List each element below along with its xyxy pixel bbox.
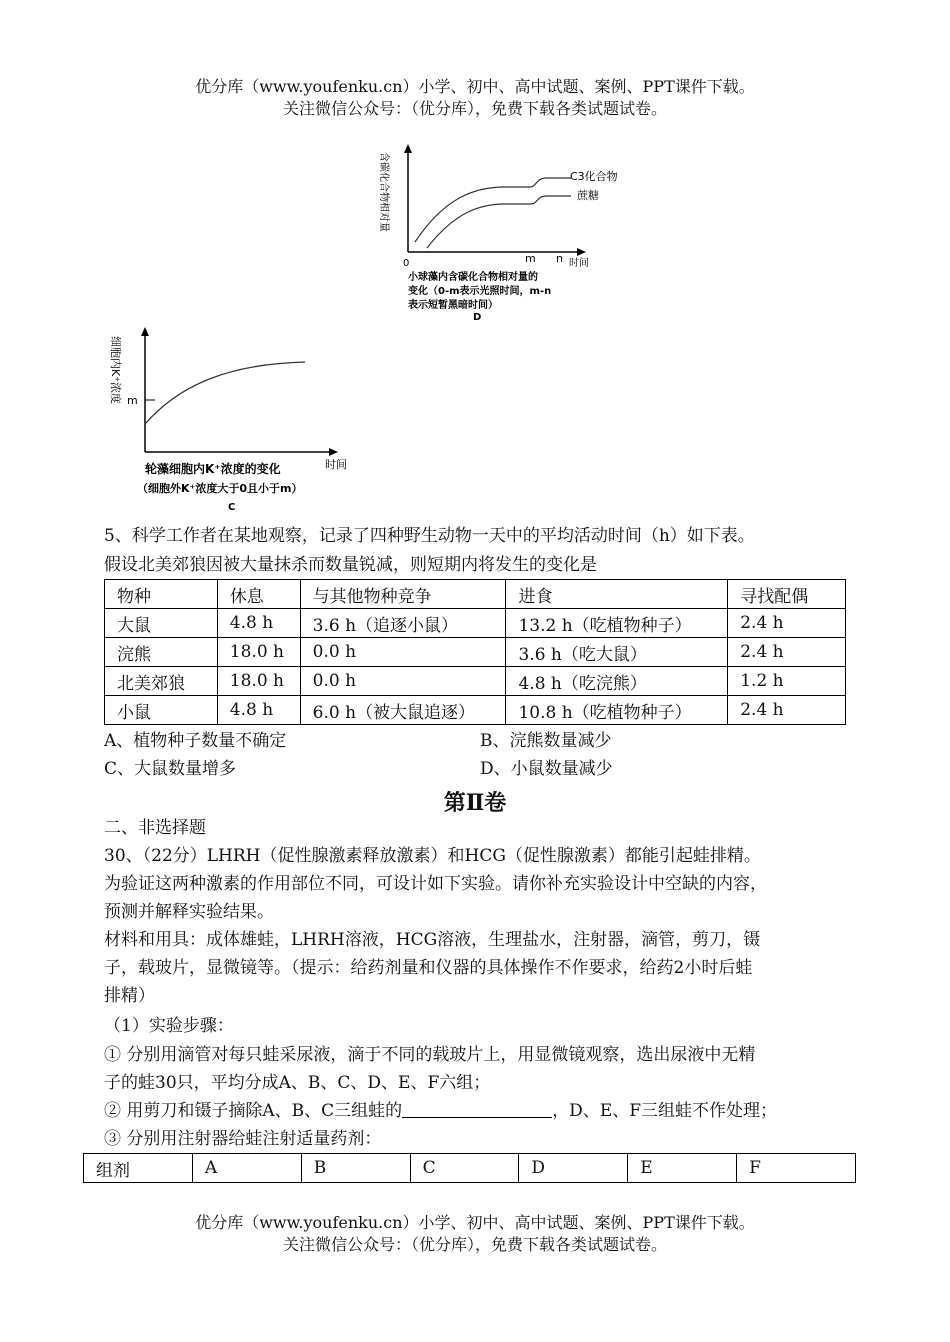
table-cell: 3.6 h（吃大鼠） bbox=[506, 638, 728, 667]
part2-title: 第Ⅱ卷 bbox=[443, 790, 507, 816]
section-heading: 二、非选择题 bbox=[104, 818, 206, 838]
q30-line-4: 材料和用具：成体雄蛙，LHRH溶液，HCG溶液，生理盐水，注射器，滴管，剪刀，镊 bbox=[104, 930, 761, 950]
figure-d-origin: 0 bbox=[403, 258, 410, 269]
figure-c-caption-2: （细胞外K⁺浓度大于0且小于m） bbox=[137, 482, 303, 495]
q5-line-2: 假设北美郊狼因被大量抹杀而数量锐减，则短期内将发生的变化是 bbox=[104, 555, 597, 575]
table-cell: F bbox=[737, 1154, 856, 1183]
table-cell: 4.8 h（吃浣熊） bbox=[506, 667, 728, 696]
table-header-cell: 物种 bbox=[105, 580, 218, 609]
figure-d-x-arrow bbox=[577, 248, 586, 256]
steps-title: （1）实验步骤： bbox=[104, 1016, 234, 1036]
table-row bbox=[105, 696, 846, 725]
table-cell: 浣熊 bbox=[105, 638, 218, 667]
q5-option-c: C、大鼠数量增多 bbox=[104, 759, 237, 779]
table-cell: 13.2 h（吃植物种子） bbox=[506, 609, 728, 638]
table-header-row bbox=[105, 580, 846, 609]
table-cell: 18.0 h bbox=[217, 638, 300, 667]
figure-d-caption-3: 表示短暂黑暗时间） bbox=[408, 300, 498, 311]
figure-d-sucrose-curve bbox=[427, 196, 571, 248]
answer-blank[interactable] bbox=[402, 1099, 552, 1118]
table-row bbox=[105, 609, 846, 638]
figure-c-x-arrow bbox=[329, 448, 338, 456]
step-2-text-a: ② 用剪刀和镊子摘除A、B、C三组蛙的 bbox=[104, 1101, 403, 1121]
figure-d-sucrose-label: 蔗糖 bbox=[577, 189, 599, 202]
step-2-text-b: ，D、E、F三组蛙不作处理； bbox=[552, 1101, 778, 1121]
table-cell: A bbox=[192, 1154, 301, 1183]
q5-line-1: 5、科学工作者在某地观察，记录了四种野生动物一天中的平均活动时间（h）如下表。 bbox=[104, 526, 755, 546]
table-cell: E bbox=[628, 1154, 737, 1183]
table-cell: 小鼠 bbox=[105, 696, 218, 725]
q30-line-3: 预测并解释实验结果。 bbox=[104, 902, 274, 922]
figure-d-y-arrow bbox=[404, 144, 412, 153]
q5-option-a: A、植物种子数量不确定 bbox=[104, 731, 287, 751]
step-3: ③ 分别用注射器给蛙注射适量药剂： bbox=[104, 1129, 382, 1149]
figure-d-c3-label: C3化合物 bbox=[570, 170, 618, 183]
table-cell: 1.2 h bbox=[728, 667, 846, 696]
figure-c-letter: C bbox=[228, 502, 236, 513]
table-cell: 2.4 h bbox=[728, 609, 846, 638]
table-cell: 18.0 h bbox=[217, 667, 300, 696]
figure-c-chart bbox=[100, 324, 390, 514]
table-cell: C bbox=[410, 1154, 519, 1183]
q30-line-6: 排精） bbox=[104, 986, 155, 1006]
figure-c-x-label: 时间 bbox=[325, 458, 347, 471]
figure-d-letter: D bbox=[473, 312, 482, 322]
header-line-1: 优分库（www.youfenku.cn）小学、初中、高中试题、案例、PPT课件下载。 bbox=[195, 77, 755, 96]
table-cell: 3.6 h（追逐小鼠） bbox=[300, 609, 506, 638]
table-cell: 0.0 h bbox=[300, 667, 506, 696]
group-table bbox=[83, 1153, 856, 1183]
step-1-line-2: 子的蛙30只，平均分成A、B、C、D、E、F六组； bbox=[104, 1073, 491, 1093]
table-header-cell: 进食 bbox=[506, 580, 728, 609]
table-cell: D bbox=[519, 1154, 628, 1183]
q30-line-2: 为验证这两种激素的作用部位不同，可设计如下实验。请你补充实验设计中空缺的内容， bbox=[104, 874, 767, 894]
figure-d-c3-curve bbox=[415, 178, 571, 242]
table-header-cell: 寻找配偶 bbox=[728, 580, 846, 609]
figure-c-y-label: 细胞内K⁺浓度 bbox=[109, 336, 122, 405]
figure-c-y-arrow bbox=[141, 327, 149, 336]
figure-d-caption-1: 小球藻内含碳化合物相对量的 bbox=[408, 272, 538, 283]
figure-d-tick-m: m bbox=[525, 252, 536, 265]
table-cell: 组剂 bbox=[84, 1154, 193, 1183]
q5-option-b: B、浣熊数量减少 bbox=[480, 731, 612, 751]
table-row bbox=[84, 1154, 856, 1183]
table-row bbox=[105, 638, 846, 667]
figure-d-x-label: 时间 bbox=[569, 258, 589, 269]
step-1-line-1: ① 分别用滴管对每只蛙采尿液，滴于不同的载玻片上，用显微镜观察，选出尿液中无精 bbox=[104, 1045, 756, 1065]
table-header-cell: 与其他物种竞争 bbox=[300, 580, 506, 609]
table-row bbox=[105, 667, 846, 696]
table-header-cell: 休息 bbox=[217, 580, 300, 609]
q5-activity-table bbox=[104, 579, 846, 725]
q30-line-1: 30、（22分）LHRH（促性腺激素释放激素）和HCG（促性腺激素）都能引起蛙排精。 bbox=[104, 846, 761, 866]
figure-d-chart bbox=[375, 142, 655, 322]
figure-d-tick-n: n bbox=[556, 252, 563, 265]
footer-line-2: 关注微信公众号：（优分库），免费下载各类试题试卷。 bbox=[282, 1235, 667, 1254]
header-line-2: 关注微信公众号：（优分库），免费下载各类试题试卷。 bbox=[282, 99, 667, 118]
table-cell: 0.0 h bbox=[300, 638, 506, 667]
q30-line-5: 子，载玻片，显微镜等。（提示：给药剂量和仪器的具体操作不作要求，给药2小时后蛙 bbox=[104, 958, 753, 978]
table-cell: 北美郊狼 bbox=[105, 667, 218, 696]
table-cell: 大鼠 bbox=[105, 609, 218, 638]
step-2 bbox=[104, 1097, 777, 1125]
table-cell: B bbox=[301, 1154, 410, 1183]
footer-line-1: 优分库（www.youfenku.cn）小学、初中、高中试题、案例、PPT课件下载。 bbox=[195, 1213, 755, 1232]
figure-d-y-label: 含碳化合物相对量 bbox=[378, 152, 389, 232]
table-cell: 2.4 h bbox=[728, 638, 846, 667]
table-cell: 4.8 h bbox=[217, 609, 300, 638]
table-cell: 10.8 h（吃植物种子） bbox=[506, 696, 728, 725]
table-cell: 4.8 h bbox=[217, 696, 300, 725]
figure-c-tick-m: m bbox=[127, 394, 138, 407]
table-cell: 6.0 h（被大鼠追逐） bbox=[300, 696, 506, 725]
figure-c-curve bbox=[145, 362, 305, 424]
figure-c-caption-1: 轮藻细胞内K⁺浓度的变化 bbox=[145, 462, 281, 476]
figure-d-caption-2: 变化（0-m表示光照时间，m-n bbox=[408, 286, 552, 297]
table-cell: 2.4 h bbox=[728, 696, 846, 725]
q5-option-d: D、小鼠数量减少 bbox=[480, 759, 613, 779]
